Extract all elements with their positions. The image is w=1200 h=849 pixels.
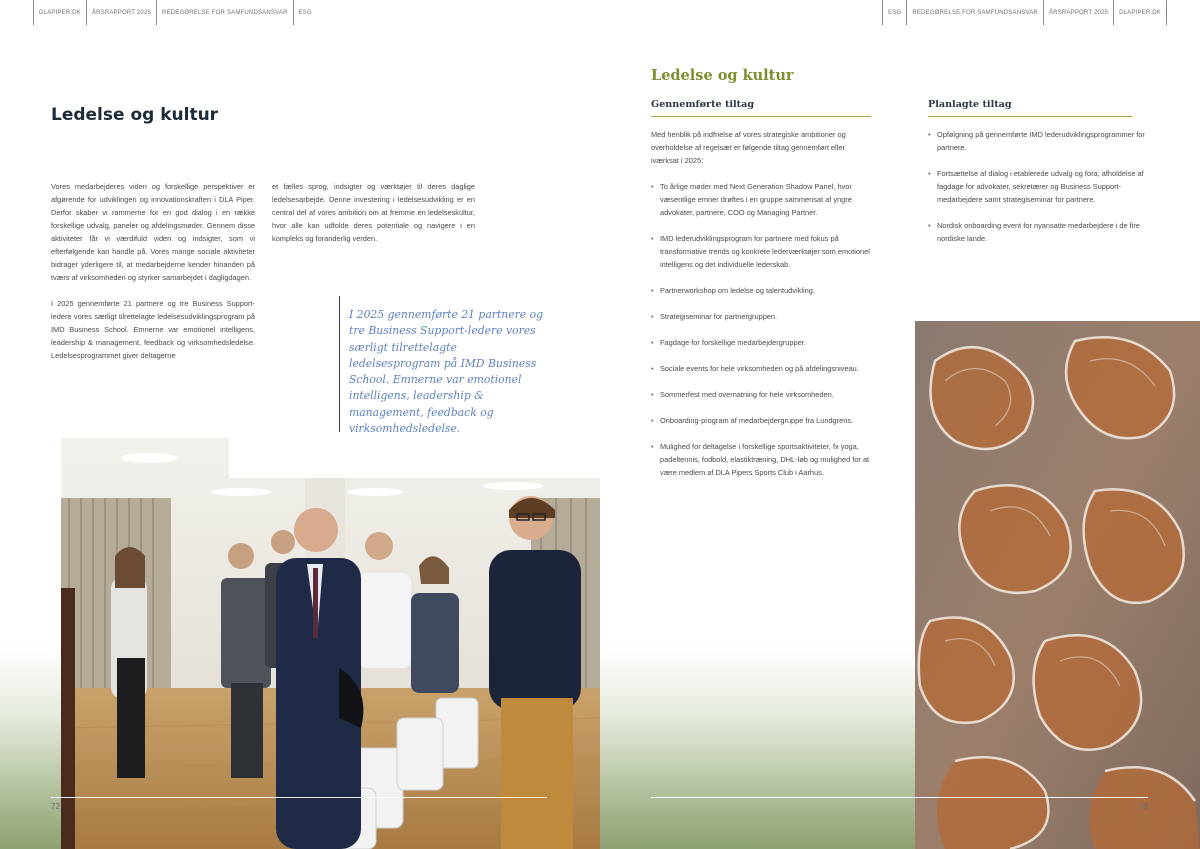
pull-quote: I 2025 gennemførte 21 partnere og tre Business Support-ledere vores særligt tilrettelagte ledelsesprogram på IMD Business School. Emnerne var emotionel intelligens, leadership & management, feedback og virksomhedsledelse.	[339, 296, 544, 432]
list-item: • Opfølgning på gennemførte IMD lederudviklingsprogrammer for partnere.	[928, 128, 1150, 154]
nav-link-csr-report[interactable]: REDEGØRELSE FOR SAMFUNDSANSVAR	[156, 0, 293, 25]
body-paragraph: et fælles sprog, indsigter og værktøjer til deres daglige ledelsesarbejde. Denne investering i ledelsesudvikling er en central del af vores ambition om at fremme en ledelseskultur, hvor alle kan udfolde deres potentiale og navigere i en kompleks og foranderlig verden.	[272, 182, 475, 243]
list-item: • Partnerworkshop om ledelse og talentudvikling.	[651, 284, 873, 297]
top-nav-left	[33, 0, 317, 25]
body-paragraph: Vores medarbejderes viden og forskellige perspektiver er afgørende for udviklingen og innovationskraften i DLA Piper. Derfor skaber vi rammerne for en god dialog i en række forskellige udvalg, paneler og afdelingsmøder. Gennem disse aktiviteter får vi værdifuld viden og indsigter, som vi efterfølgende kan handle på. Vores mange sociale aktiviteter bidrager yderligere til, at medarbejderne kender hinanden på tværs af virksomheden og styrker samarbejdet i dagligdagen.	[51, 182, 255, 282]
rock-texture-photo	[915, 321, 1200, 849]
completed-initiatives-list	[651, 180, 873, 492]
list-item: • Sociale events for hele virksomheden og på afdelingsniveau.	[651, 362, 873, 375]
right-page	[600, 0, 1200, 849]
planned-initiatives-heading: Planlagte tiltag	[928, 99, 1132, 117]
page-number: 73	[1139, 802, 1148, 811]
list-item: • Strategiseminar for partnergruppen.	[651, 310, 873, 323]
footer-divider	[651, 797, 1148, 798]
page-title: Ledelse og kultur	[51, 105, 219, 125]
list-item: • Sommerfest med overnatning for hele virksomheden.	[651, 388, 873, 401]
list-item: • To årlige møder med Next Generation Shadow Panel, hvor væsentlige emner drøftes i en gruppe sammensat af yngre advokater, partnere, COO og Managing Partner.	[651, 180, 873, 219]
office-event-photo	[61, 438, 600, 849]
list-item: • Fagdage for forskellige medarbejdergrupper.	[651, 336, 873, 349]
body-column-2	[272, 180, 475, 258]
completed-intro: Med henblik på indfrielse af vores strategiske ambitioner og overholdelse af regelsæt er følgende tiltag gennemført eller iværksat i 2025:	[651, 130, 846, 165]
nav-link-csr-report[interactable]: REDEGØRELSE FOR SAMFUNDSANSVAR	[906, 0, 1043, 25]
nav-link-esg[interactable]: ESG	[882, 0, 906, 25]
body-column-1	[51, 180, 255, 375]
nav-link-website[interactable]: DLAPIPER.DK	[1113, 0, 1167, 25]
list-item: • Mulighed for deltagelse i forskellige sportsaktiviteter, fx yoga, padeltennis, fodbold, elastiktræning, DHL-løb og mulighed for at være medlem af DLA Pipers Sports Club i Aarhus.	[651, 440, 873, 479]
nav-link-annual-report[interactable]: ÅRSRAPPORT 2025	[86, 0, 156, 25]
nav-link-esg[interactable]: ESG	[293, 0, 317, 25]
top-nav-right	[882, 0, 1167, 25]
page-number: 72	[51, 802, 60, 811]
body-paragraph: I 2025 gennemførte 21 partnere og tre Business Support-ledere vores særligt tilrettelagte ledelsesudviklingsprogram på IMD Business School. Emnerne var emotionel intelligens, leadership & management, feedback og virksomhedsledelse. Ledelsesprogrammet giver deltagerne	[51, 299, 255, 360]
list-item: • Onboarding-program af medarbejdergruppe fra Lundgrens.	[651, 414, 873, 427]
completed-initiatives-heading: Gennemførte tiltag	[651, 99, 871, 117]
nav-link-annual-report[interactable]: ÅRSRAPPORT 2025	[1043, 0, 1113, 25]
list-item: • Fortsættelse af dialog i etablerede udvalg og fora; afholdelse af fagdage for advokater, sekretærer og Business Support-medarbejdere samt strategiseminar for partnere.	[928, 167, 1150, 206]
list-item: • IMD lederudviklingsprogram for partnere med fokus på transformative trends og konkrete lederværktøjer som emotionel intelligens og det individuelle lederskab.	[651, 232, 873, 271]
list-item: • Nordisk onboarding event for nyansatte medarbejdere i de fire nordiske lande.	[928, 219, 1150, 245]
section-title: Ledelse og kultur	[651, 67, 794, 84]
footer-divider	[51, 797, 547, 798]
planned-initiatives-list	[928, 128, 1150, 258]
nav-link-website[interactable]: DLAPIPER.DK	[33, 0, 86, 25]
